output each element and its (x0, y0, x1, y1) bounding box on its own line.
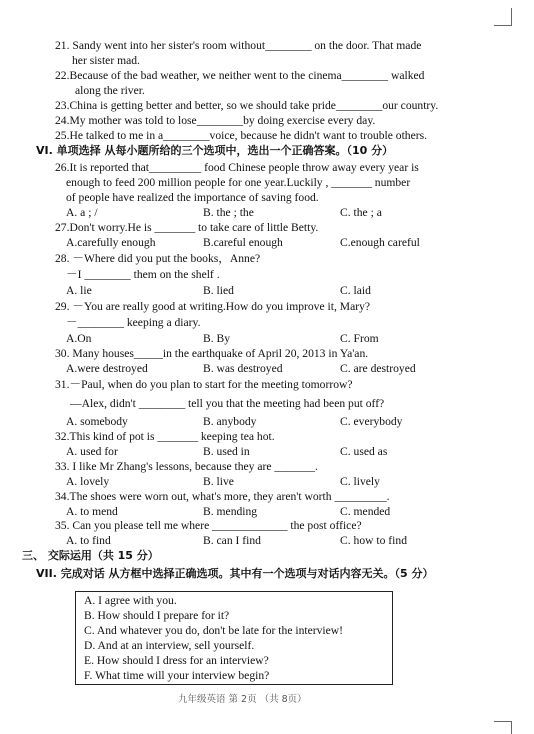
option-b: B. live (203, 475, 234, 488)
question-32: 32.This kind of pot is _______ keeping tea hot. (55, 430, 275, 443)
question-35: 35. Can you please tell me where _____________ the post office? (55, 519, 362, 532)
option-c: C. how to find (340, 534, 407, 547)
crop-mark (511, 722, 512, 734)
option-a: A.carefully enough (66, 236, 156, 249)
question-29-line1: 29. －You are really good at writing.How do you improve it, Mary? (55, 300, 371, 313)
question-21-line1: 21. Sandy went into her sister's room without________ on the door. That made (55, 39, 422, 52)
option-a: A. to find (66, 534, 111, 547)
box-option-b: B. How should I prepare for it? (84, 609, 230, 622)
option-b: B. was destroyed (203, 362, 283, 375)
box-option-e: E. How should I dress for an interview? (84, 654, 269, 667)
option-b: B. lied (203, 284, 234, 297)
option-a: A.were destroyed (66, 362, 148, 375)
crop-mark (494, 25, 512, 26)
option-c: C. mended (340, 505, 391, 518)
option-b: B.careful enough (203, 236, 283, 249)
option-c: C. lively (340, 475, 380, 488)
option-b: B. the ; the (203, 206, 254, 219)
option-c: C. are destroyed (340, 362, 416, 375)
question-28-line2: －I ________ them on the shelf . (66, 268, 220, 281)
section-vi-heading: VI. 单项选择 从每小题所给的三个选项中，选出一个正确答案。（10 分） (36, 144, 394, 157)
question-31-line2: —Alex, didn't ________ tell you that the meeting had been put off? (70, 397, 385, 410)
option-a: A. lie (66, 284, 92, 297)
option-b: B. used in (203, 445, 250, 458)
option-a: A. lovely (66, 475, 110, 488)
question-33: 33. I like Mr Zhang's lessons, because they are _______. (55, 460, 318, 473)
option-c: C. used as (340, 445, 388, 458)
question-31-line1: 31.－Paul, when do you plan to start for the meeting tomorrow? (55, 378, 353, 391)
option-a: A. somebody (66, 415, 128, 428)
question-24: 24.My mother was told to lose________by doing exercise every day. (55, 114, 376, 127)
question-26-line2: enough to feed 200 million people for one year.Luckily , _______ number (66, 176, 411, 189)
question-22-line2: along the river. (75, 84, 145, 97)
question-21-line2: her sister mad. (72, 54, 140, 67)
question-29-line2: －________ keeping a diary. (66, 316, 201, 329)
part-three-heading: 三、 交际运用（共 15 分） (22, 549, 159, 562)
page-footer: 九年级英语 第 2页 （共 8页） (178, 694, 307, 705)
box-option-d: D. And at an interview, sell yourself. (84, 639, 255, 652)
question-26-line1: 26.It is reported that_________ food Chinese people throw away every year is (55, 161, 419, 174)
option-a: A. used for (66, 445, 118, 458)
options-box (75, 591, 393, 685)
option-b: B. mending (203, 505, 258, 518)
box-option-a: A. I agree with you. (84, 594, 177, 607)
option-a: A.On (66, 332, 92, 345)
option-b: B. By (203, 332, 231, 345)
question-28-line1: 28. －Where did you put the books，Anne? (55, 252, 261, 265)
crop-mark (494, 721, 512, 722)
option-c: C. everybody (340, 415, 403, 428)
option-a: A. to mend (66, 505, 118, 518)
option-a: A. a ; / (66, 206, 98, 219)
option-b: B. can I find (203, 534, 261, 547)
option-c: C. From (340, 332, 379, 345)
question-27: 27.Don't worry.He is _______ to take care of little Betty. (55, 221, 319, 234)
question-23: 23.China is getting better and better, so we should take pride________our country. (55, 99, 439, 112)
question-22-line1: 22.Because of the bad weather, we neither went to the cinema________ walked (55, 69, 425, 82)
crop-mark (511, 8, 512, 26)
box-option-f: F. What time will your interview begin? (84, 669, 270, 682)
option-b: B. anybody (203, 415, 257, 428)
section-vii-heading: VII. 完成对话 从方框中选择正确选项。其中有一个选项与对话内容无关。（5 分） (36, 567, 434, 580)
option-c: C. the ; a (340, 206, 382, 219)
question-34: 34.The shoes were worn out, what's more, they aren't worth _________. (55, 490, 390, 503)
option-c: C. laid (340, 284, 371, 297)
question-30: 30. Many houses_____in the earthquake of April 20, 2013 in Ya'an. (55, 347, 369, 360)
option-c: C.enough careful (340, 236, 420, 249)
question-26-line3: of people have realized the importance of saving food. (66, 191, 319, 204)
box-option-c: C. And whatever you do, don't be late for the interview! (84, 624, 344, 637)
question-25: 25.He talked to me in a________voice, because he didn't want to trouble others. (55, 129, 428, 142)
